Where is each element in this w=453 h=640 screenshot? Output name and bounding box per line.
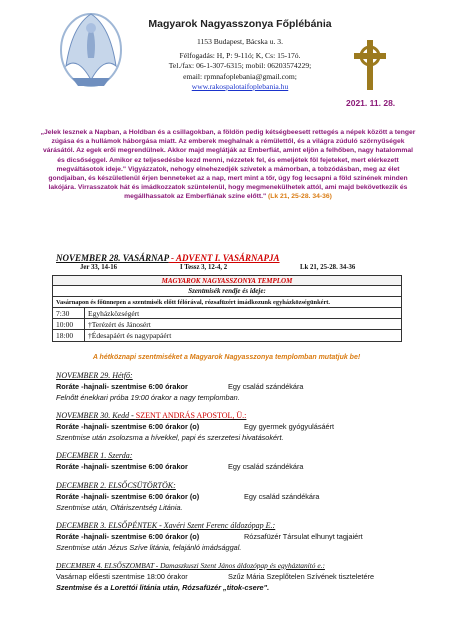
parish-address: 1153 Budapest, Bácska u. 3. bbox=[197, 37, 283, 46]
mass-intention: Egyházközségért bbox=[88, 309, 140, 318]
mass-line bbox=[56, 571, 446, 582]
mass-intention: Rózsafüzér Társulat elhunyt tagjaiért bbox=[244, 532, 363, 541]
parish-logo-icon bbox=[52, 6, 130, 90]
day-note: Felnőtt énekkari próba 19:00 órakor a nagy templomban. bbox=[56, 393, 240, 402]
day-heading-text: DECEMBER 2. ELSŐCSÜTÖRTÖK: bbox=[56, 481, 176, 490]
list-item bbox=[56, 450, 446, 472]
website-link[interactable]: www.rakospalotaifoplebania.hu bbox=[191, 81, 289, 91]
reading-first: Jer 33, 14-16 bbox=[80, 264, 118, 271]
mass-order-title: Szentmisék rendje és ideje: bbox=[53, 286, 401, 297]
day-heading bbox=[56, 450, 446, 461]
mass-line bbox=[56, 421, 446, 432]
parish-header bbox=[0, 0, 453, 122]
gospel-quote bbox=[40, 128, 416, 202]
table-row bbox=[53, 308, 401, 319]
mass-intention: Szűz Mária Szeplőtelen Szívének tiszteletére bbox=[228, 572, 375, 581]
reading-gospel: Lk 21, 25-28. 34-36 bbox=[300, 264, 356, 271]
day-heading bbox=[56, 480, 446, 491]
mass-line bbox=[56, 381, 446, 392]
office-hours: Félfogadás: H, P: 9-11ó; K, Cs: 15-17ó. bbox=[179, 51, 301, 61]
list-item bbox=[56, 480, 446, 513]
parish-title: Magyarok Nagyasszonya Főplébánia bbox=[148, 18, 332, 30]
day-note: Szentmise után zsolozsma a hívekkel, papi és szerzetesi hivatásokért. bbox=[56, 433, 284, 442]
day-heading-feast: SZENT ANDRÁS APOSTOL, Ü.: bbox=[135, 411, 247, 420]
mass-time-text: Roráte -hajnali- szentmise 6:00 órakor bbox=[56, 382, 188, 391]
day-note: Szentmise és a Lorettói litánia után, Rózsafüzér „titok-csere". bbox=[56, 583, 270, 592]
bulletin-date: 2021. 11. 28. bbox=[346, 98, 396, 108]
sunday-date: NOVEMBER 28. VASÁRNAP bbox=[56, 253, 169, 263]
day-heading-text: NOVEMBER 30. Kedd - bbox=[56, 411, 136, 420]
day-heading-text: DECEMBER 4. ELSŐSZOMBAT - Damaszkuszi Szent János áldozópap és egyháztanító e.: bbox=[56, 561, 325, 570]
sunday-feast: - ADVENT I. VASÁRNAPJA bbox=[168, 253, 280, 263]
quote-reference: (Lk 21, 25-28. 34-36) bbox=[268, 193, 332, 201]
sunday-heading bbox=[56, 253, 406, 263]
table-row bbox=[53, 319, 401, 330]
mass-line bbox=[56, 531, 446, 542]
mass-intention: Egy család szándékára bbox=[228, 462, 304, 471]
mass-time-text: Roráte -hajnali- szentmise 6:00 órakor bbox=[56, 462, 188, 471]
weekday-mass-note: A hétköznapi szentmiséket a Magyarok Nagyasszonya templomban mutatjuk be! bbox=[92, 354, 361, 361]
mass-intention: †Édesapáért és nagypapáért bbox=[88, 331, 172, 340]
mass-time: 7:30 bbox=[53, 308, 85, 318]
day-heading bbox=[56, 560, 446, 571]
quote-text: „Jelek lesznek a Napban, a Holdban és a csillagokban, a földön pedig kétségbeesett rettegés a népek között a tenger zúgása és a hullámok háborgása miatt. Az emberek meghalnak a rémülettől, és a világra zúduló szörnyűségek várásától. Az egek erői megrendülnek. Akkor majd meglátják az Emberfiát, amint eljön a felhőben, nagy hatalommal és dicsőséggel. Amikor ez teljesedésbe kezd menni, nézzetek fel, és emeljétek föl fejeteket, mert elérkezett megváltásotok ideje." Vigyázzatok, nehogy elnehezedjék szívetek a mámorban, a tobzódásban, meg az élet gondjaiban, és készületlenül érjen benneteket az a nap, mert mint a tőr, úgy fog lecsapni a föld színének minden lakójára. Virrasszatok hát és imádkozzatok szüntelenül, hogy megmenekülhetek attól, ami majd bekövetkezik és megállhassatok az Emberfiának színe előtt." bbox=[40, 129, 416, 201]
sunday-mass-table bbox=[52, 275, 402, 342]
day-heading-text: DECEMBER 3. ELSŐPÉNTEK - Xavéri Szent Ferenc áldozópap E.: bbox=[56, 521, 276, 530]
mass-line bbox=[56, 491, 446, 502]
church-name: MAGYAROK NAGYASSZONYA TEMPLOM bbox=[53, 276, 401, 286]
mass-line bbox=[56, 461, 446, 472]
list-item bbox=[56, 410, 446, 443]
day-note: Szentmise után Jézus Szíve litánia, felajánló imádsággal. bbox=[56, 543, 242, 552]
day-heading bbox=[56, 370, 446, 381]
day-heading bbox=[56, 520, 446, 531]
phone-line: Tel./fax: 06-1-307-6315; mobil: 06203574229; bbox=[168, 61, 312, 71]
table-row bbox=[53, 330, 401, 341]
mass-time-text: Roráte -hajnali- szentmise 6:00 órakor (o) bbox=[56, 422, 200, 431]
mass-intention: †Terézért és Jánosért bbox=[88, 320, 151, 329]
email-line: email: rpmnafoplebania@gmail.com; bbox=[183, 71, 297, 81]
mass-time: 10:00 bbox=[53, 319, 85, 329]
mass-intention: Egy gyermek gyógyulásáért bbox=[244, 422, 335, 431]
day-heading-text: DECEMBER 1. Szerda: bbox=[56, 451, 133, 460]
day-note: Szentmise után, Oltáriszentség Litánia. bbox=[56, 503, 183, 512]
list-item bbox=[56, 560, 446, 593]
celtic-cross-icon bbox=[350, 38, 390, 92]
day-heading-text: NOVEMBER 29. Hétfő: bbox=[56, 371, 133, 380]
mass-intention: Egy család szándékára bbox=[228, 382, 304, 391]
mass-time-text: Roráte -hajnali- szentmise 6:00 órakor (o) bbox=[56, 492, 200, 501]
mass-time: 18:00 bbox=[53, 330, 85, 341]
mass-intention: Egy család szándékára bbox=[244, 492, 320, 501]
parish-info bbox=[130, 18, 350, 92]
day-heading bbox=[56, 410, 446, 421]
mass-time-text: Roráte -hajnali- szentmise 6:00 órakor (o) bbox=[56, 532, 200, 541]
rosary-note: Vasárnapon és főünnepen a szentmisék előtt félórával, rózsafüzért imádkozunk egyházközségünkért. bbox=[53, 297, 401, 308]
list-item bbox=[56, 370, 446, 403]
list-item bbox=[56, 520, 446, 553]
reading-second: I Tessz 3, 12-4, 2 bbox=[180, 264, 228, 271]
mass-time-text: Vasárnap előesti szentmise 18:00 órakor bbox=[56, 572, 188, 581]
